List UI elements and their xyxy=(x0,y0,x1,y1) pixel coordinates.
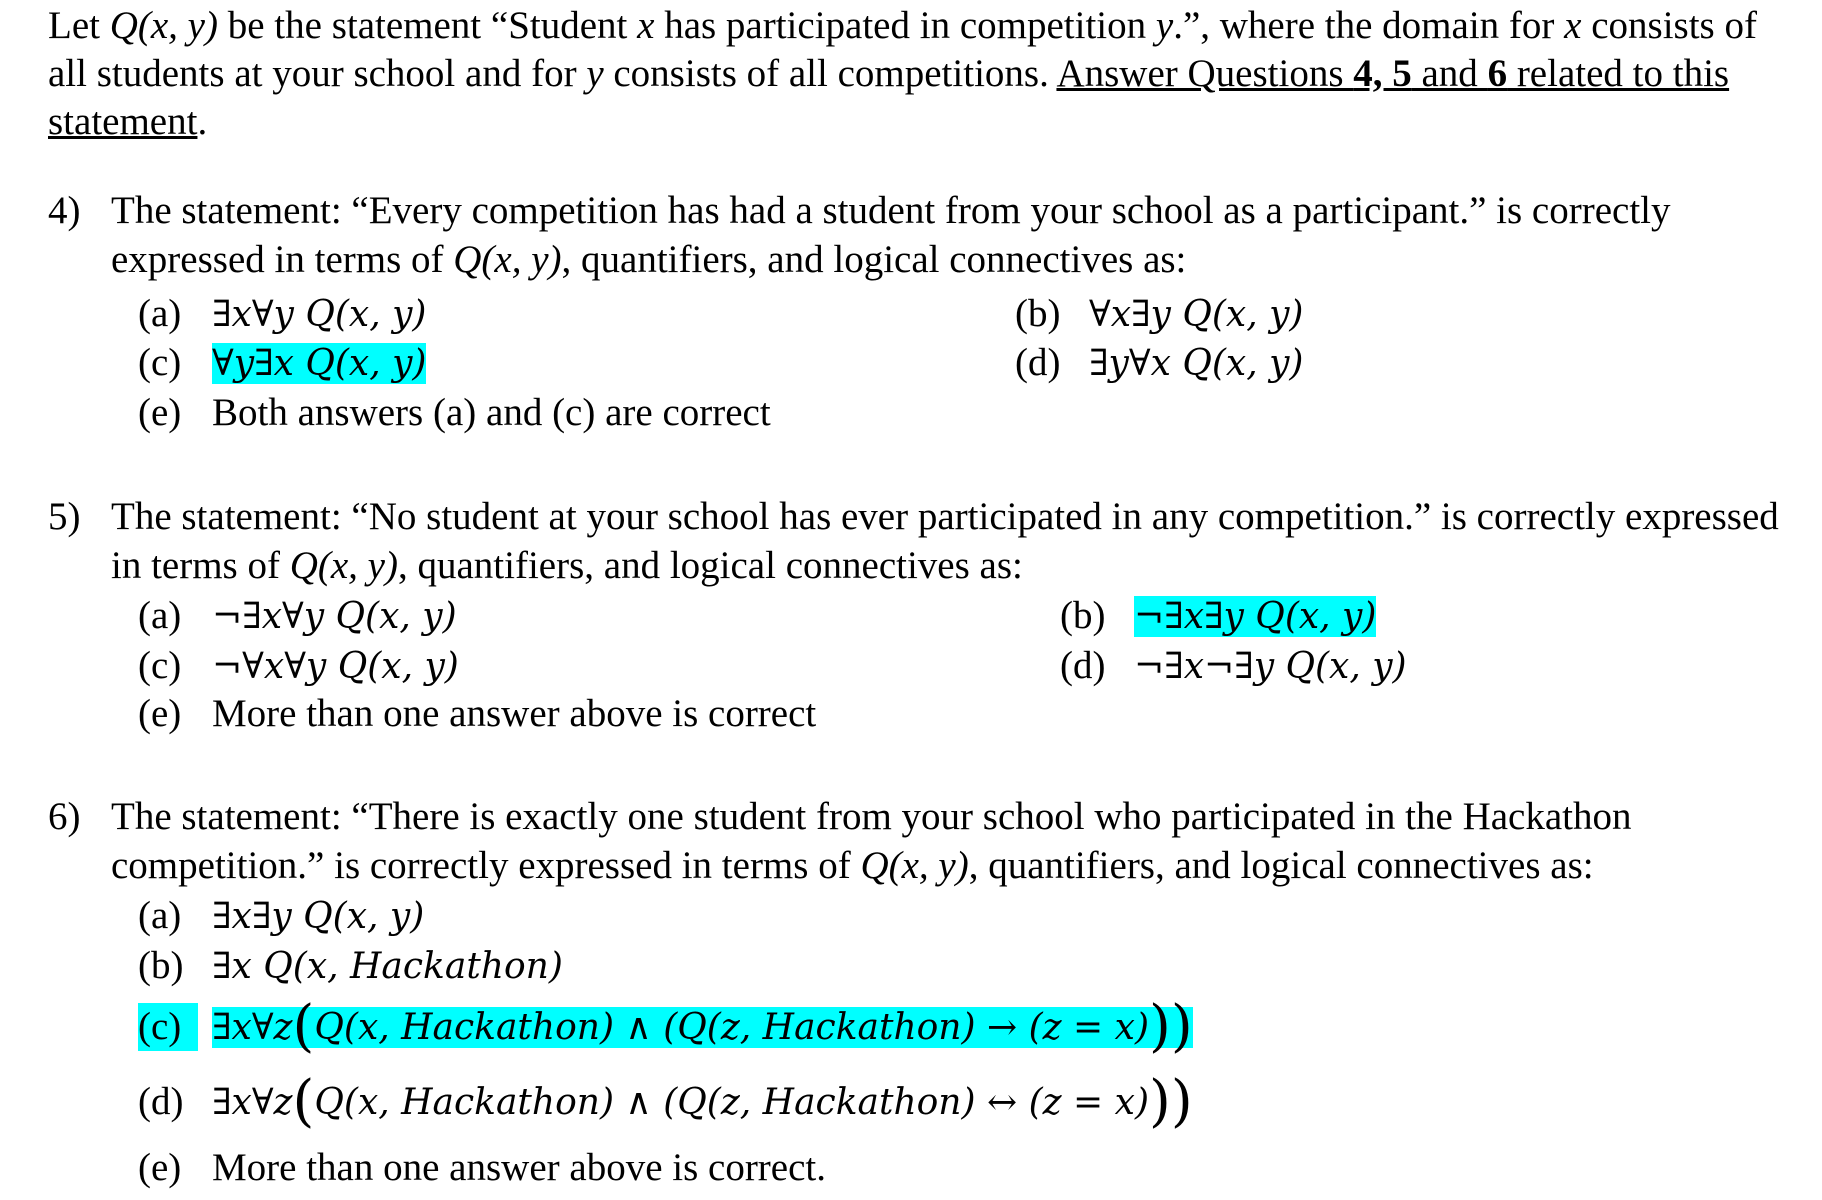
question-4 xyxy=(48,186,1808,284)
option-expression-highlighted xyxy=(212,994,1193,1059)
q4-option-d[interactable] xyxy=(1015,339,1303,388)
option-expression xyxy=(212,1069,1193,1134)
question-text: , quantifiers, and logical connectives as: xyxy=(397,544,1023,587)
question-number: 5) xyxy=(48,495,81,538)
option-expression: ∃x∀y Q(x, y) xyxy=(212,294,427,335)
right-paren: )) xyxy=(1149,1069,1193,1134)
intro-paragraph xyxy=(48,2,1788,146)
option-expression: ∃y∀x Q(x, y) xyxy=(1089,343,1304,384)
right-paren: )) xyxy=(1149,994,1193,1059)
instruction-bold-numbers: 4, 5 xyxy=(1353,52,1412,95)
option-expression: ¬∃x∀y Q(x, y) xyxy=(212,596,457,637)
option-label-highlighted: (c) xyxy=(138,1003,198,1051)
variable-x: x xyxy=(637,4,655,47)
question-stem xyxy=(48,792,1808,890)
predicate-q: Q(x, y) xyxy=(289,544,398,587)
quantifiers: ∃x∀z xyxy=(212,1007,293,1048)
intro-text: be the statement “Student xyxy=(217,4,638,47)
question-text: The statement: “There is exactly one student from your school who participated in the Hackathon competition.” is correctly expressed in terms of xyxy=(111,795,1632,887)
q6-option-e[interactable] xyxy=(138,1144,826,1192)
q6-option-a[interactable] xyxy=(138,892,424,941)
option-label: (a) xyxy=(138,594,182,637)
question-stem xyxy=(48,186,1808,284)
instruction-bold-number: 6 xyxy=(1487,52,1508,95)
option-expression: Q(x, Hackathon) ∧ (Q(z, Hackathon) ↔ (z = x) xyxy=(314,1082,1149,1123)
option-expression: ∃x∃y Q(x, y) xyxy=(212,896,425,937)
question-5 xyxy=(48,492,1808,590)
option-label: (e) xyxy=(138,692,182,735)
option-label: (e) xyxy=(138,1146,182,1189)
option-expression: More than one answer above is correct xyxy=(212,692,817,735)
intro-text: . xyxy=(197,100,208,143)
option-expression: Q(x, Hackathon) ∧ (Q(z, Hackathon) → (z = x) xyxy=(314,1007,1149,1048)
question-6 xyxy=(48,792,1808,890)
option-label: (b) xyxy=(1060,594,1106,637)
q4-option-e[interactable] xyxy=(138,389,771,437)
option-expression-highlighted: ∀y∃x Q(x, y) xyxy=(212,343,427,384)
left-paren: ( xyxy=(292,994,315,1059)
option-expression-highlighted: ¬∃x∃y Q(x, y) xyxy=(1134,596,1377,637)
question-text: , quantifiers, and logical connectives as: xyxy=(561,238,1187,281)
intro-text: Let xyxy=(48,4,110,47)
predicate-q: Q(x, y) xyxy=(860,844,969,887)
option-label: (d) xyxy=(1015,341,1061,384)
intro-text: consists of all competitions. xyxy=(603,52,1057,95)
option-label: (a) xyxy=(138,894,182,937)
q4-option-b[interactable] xyxy=(1015,290,1303,339)
question-number: 6) xyxy=(48,795,81,838)
intro-text: has participated in competition xyxy=(654,4,1156,47)
variable-x: x xyxy=(1564,4,1582,47)
question-stem xyxy=(48,492,1808,590)
option-label: (c) xyxy=(138,644,182,687)
option-expression: ∃x Q(x, Hackathon) xyxy=(212,946,563,987)
variable-y: y xyxy=(1155,4,1174,47)
question-text: , quantifiers, and logical connectives as: xyxy=(968,844,1594,887)
intro-text: .”, where the domain for xyxy=(1173,4,1565,47)
option-expression: ¬∃x¬∃y Q(x, y) xyxy=(1134,646,1407,687)
q4-option-c[interactable] xyxy=(138,339,426,388)
intro-text: consists of all students at your school and for xyxy=(48,4,1757,95)
q6-option-b[interactable] xyxy=(138,942,563,991)
instruction-text: and xyxy=(1411,52,1488,95)
option-expression: Both answers (a) and (c) are correct xyxy=(212,391,771,434)
q5-option-c[interactable] xyxy=(138,642,459,691)
option-label: (d) xyxy=(138,1080,184,1123)
question-text: The statement: “No student at your school has ever participated in any competition.” is correctly expressed in terms of xyxy=(111,495,1779,587)
option-label: (b) xyxy=(1015,292,1061,335)
option-label: (c) xyxy=(138,341,182,384)
option-expression: ∀x∃y Q(x, y) xyxy=(1089,294,1304,335)
predicate-q: Q(x, y) xyxy=(109,4,218,47)
variable-y: y xyxy=(586,52,604,95)
q5-option-a[interactable] xyxy=(138,592,457,641)
q4-option-a[interactable] xyxy=(138,290,426,339)
question-text: The statement: “Every competition has had a student from your school as a participant.” is correctly expressed in terms of xyxy=(111,189,1671,281)
q6-option-d[interactable] xyxy=(138,1069,1193,1134)
option-label: (d) xyxy=(1060,644,1106,687)
option-label: (b) xyxy=(138,944,184,987)
q5-option-e[interactable] xyxy=(138,690,816,738)
option-expression: More than one answer above is correct. xyxy=(212,1146,827,1189)
instruction-text: related to this statement xyxy=(48,52,1730,143)
q5-option-d[interactable] xyxy=(1060,642,1407,691)
question-number: 4) xyxy=(48,189,81,232)
q6-option-c[interactable] xyxy=(138,994,1193,1059)
predicate-q: Q(x, y) xyxy=(453,238,562,281)
option-expression: ¬∀x∀y Q(x, y) xyxy=(212,646,459,687)
option-label: (a) xyxy=(138,292,182,335)
instruction-text: Answer Questions xyxy=(1056,52,1354,95)
quantifiers: ∃x∀z xyxy=(212,1082,293,1123)
option-label: (e) xyxy=(138,391,182,434)
left-paren: ( xyxy=(292,1069,315,1134)
q5-option-b[interactable] xyxy=(1060,592,1376,641)
